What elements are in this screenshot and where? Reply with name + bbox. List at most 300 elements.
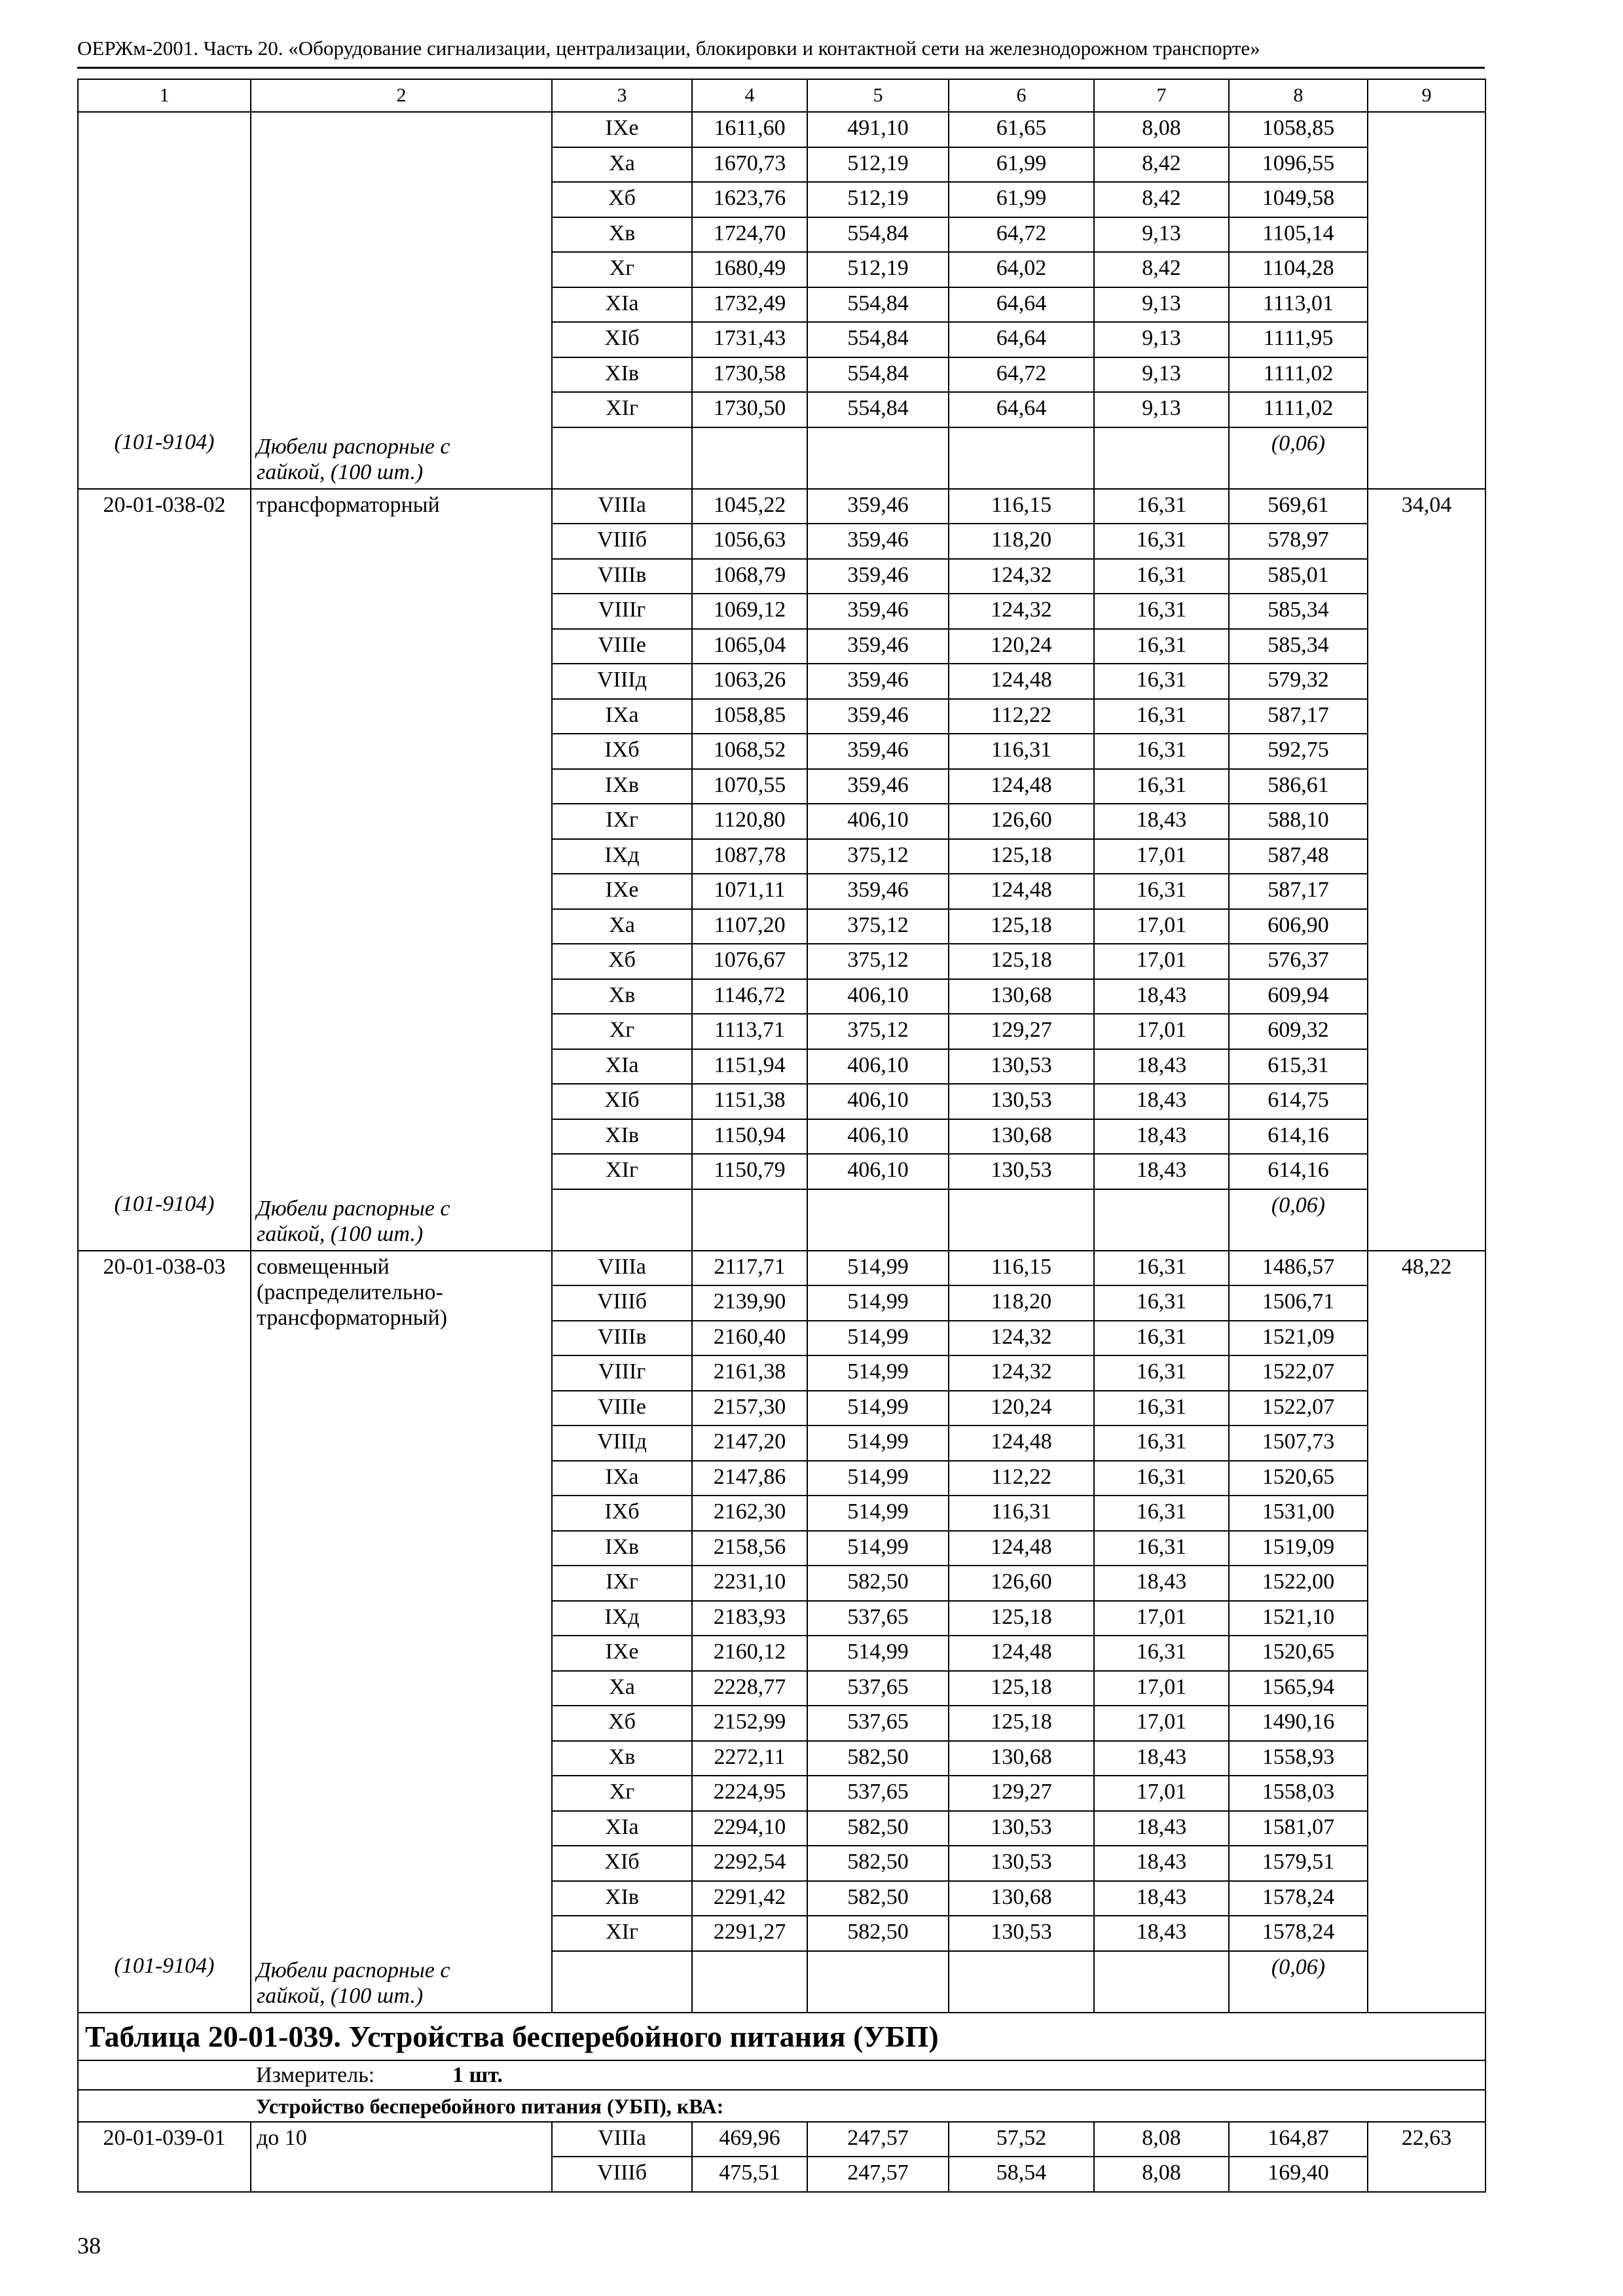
cell-c8: 1049,58 — [1229, 182, 1368, 217]
blank-cell — [807, 427, 949, 489]
table-row — [78, 1251, 1486, 1286]
cell-c6: 130,68 — [949, 1119, 1094, 1155]
cell-c5: 359,46 — [807, 629, 949, 664]
cell-c7: 17,01 — [1094, 839, 1229, 874]
rate-code-cell — [78, 489, 251, 1251]
cell-c3: VIIIе — [552, 629, 692, 664]
cell-c8: 1486,57 — [1229, 1251, 1368, 1286]
cell-c8: 164,87 — [1229, 2122, 1368, 2157]
cell-c8: 609,32 — [1229, 1014, 1368, 1049]
cell-c6: 124,48 — [949, 1426, 1094, 1461]
cell-c7: 16,31 — [1094, 1461, 1229, 1496]
cell-c4: 2272,11 — [692, 1741, 807, 1776]
cell-c7: 16,31 — [1094, 1321, 1229, 1356]
cell-c8: 587,17 — [1229, 699, 1368, 734]
cell-c4: 1150,94 — [692, 1119, 807, 1155]
rate-code: 20-01-038-02 — [103, 492, 226, 517]
cell-c8: 1522,00 — [1229, 1566, 1368, 1601]
cell-c8: 1521,09 — [1229, 1321, 1368, 1356]
cell-c6: 130,53 — [949, 1846, 1094, 1881]
cell-c4: 2224,95 — [692, 1776, 807, 1811]
cell-c7: 16,31 — [1094, 594, 1229, 629]
meter-row — [78, 2060, 1486, 2090]
table-title-row — [78, 2013, 1486, 2060]
cell-c7: 18,43 — [1094, 1881, 1229, 1916]
cell-c5: 406,10 — [807, 1049, 949, 1085]
dowel-value: (0,06) — [1271, 1193, 1326, 1217]
cell-c6: 125,18 — [949, 1601, 1094, 1636]
cell-c8: 586,61 — [1229, 769, 1368, 804]
dowel-code: (101-9104) — [114, 1954, 215, 1979]
cell-c8: 592,75 — [1229, 734, 1368, 769]
cell-c3: Xг — [552, 1776, 692, 1811]
cell-c8: 1111,02 — [1229, 392, 1368, 427]
cell-c3: XIв — [552, 1119, 692, 1155]
rate-name-cell — [251, 112, 552, 489]
cell-c5: 514,99 — [807, 1531, 949, 1566]
cell-c4: 2294,10 — [692, 1811, 807, 1846]
cell-c6: 124,48 — [949, 1636, 1094, 1671]
cell-c5: 359,46 — [807, 874, 949, 909]
cell-c4: 2231,10 — [692, 1566, 807, 1601]
table-row — [78, 489, 1486, 524]
cell-c5: 582,50 — [807, 1741, 949, 1776]
cell-c6: 124,48 — [949, 874, 1094, 909]
cell-c5: 247,57 — [807, 2122, 949, 2157]
cell-c7: 9,13 — [1094, 287, 1229, 323]
cell-c4: 2157,30 — [692, 1391, 807, 1426]
subheading-blank — [78, 2090, 251, 2122]
cell-c6: 116,31 — [949, 1496, 1094, 1531]
cell-c5: 375,12 — [807, 1014, 949, 1049]
cell-c6: 120,24 — [949, 1391, 1094, 1426]
cell-c4: 1730,58 — [692, 357, 807, 393]
cell-c4: 1680,49 — [692, 252, 807, 287]
cell-c3: Xб — [552, 944, 692, 979]
cell-c7: 16,31 — [1094, 769, 1229, 804]
cell-c7: 17,01 — [1094, 944, 1229, 979]
cell-c3: VIIIб — [552, 524, 692, 559]
blank-cell — [949, 427, 1094, 489]
cell-c6: 116,31 — [949, 734, 1094, 769]
blank-cell — [552, 1951, 692, 2013]
blank-cell — [949, 1189, 1094, 1251]
cell-c3: Xг — [552, 1014, 692, 1049]
cell-c6: 130,53 — [949, 1916, 1094, 1951]
column-number-row — [78, 79, 1486, 112]
cell-c5: 582,50 — [807, 1881, 949, 1916]
cell-c8: 585,34 — [1229, 594, 1368, 629]
blank-cell — [1094, 427, 1229, 489]
cell-c8: 587,48 — [1229, 839, 1368, 874]
cell-c3: Xг — [552, 252, 692, 287]
cell-c5: 514,99 — [807, 1285, 949, 1321]
cell-c7: 16,31 — [1094, 734, 1229, 769]
cell-c5: 359,46 — [807, 699, 949, 734]
cell-c4: 1045,22 — [692, 489, 807, 524]
cell-c4: 1724,70 — [692, 217, 807, 253]
cell-c4: 2117,71 — [692, 1251, 807, 1286]
cell-c5: 582,50 — [807, 1811, 949, 1846]
cell-c3: VIIIв — [552, 1321, 692, 1356]
cell-c3: IXв — [552, 769, 692, 804]
cell-c6: 126,60 — [949, 1566, 1094, 1601]
cell-c6: 64,72 — [949, 357, 1094, 393]
cell-c6: 112,22 — [949, 1461, 1094, 1496]
cell-c4: 1732,49 — [692, 287, 807, 323]
cell-c7: 18,43 — [1094, 1916, 1229, 1951]
cell-c4: 1151,38 — [692, 1084, 807, 1119]
cell-c4: 1087,78 — [692, 839, 807, 874]
cell-c3: XIа — [552, 287, 692, 323]
cell-c8: 1579,51 — [1229, 1846, 1368, 1881]
cell-c4: 1068,52 — [692, 734, 807, 769]
cell-c3: XIа — [552, 1811, 692, 1846]
cell-c6: 125,18 — [949, 909, 1094, 944]
cell-c3: Xб — [552, 182, 692, 217]
cell-c4: 1670,73 — [692, 147, 807, 183]
cell-c3: IXа — [552, 1461, 692, 1496]
cell-c6: 64,64 — [949, 392, 1094, 427]
cell-c5: 359,46 — [807, 524, 949, 559]
cell-c3: Xв — [552, 1741, 692, 1776]
cell-c8: 587,17 — [1229, 874, 1368, 909]
cell-c8: 1565,94 — [1229, 1671, 1368, 1706]
cell-c7: 18,43 — [1094, 1049, 1229, 1085]
cell-c6: 64,72 — [949, 217, 1094, 253]
cell-c3: IXд — [552, 839, 692, 874]
column-number: 3 — [552, 79, 692, 112]
column-number: 4 — [692, 79, 807, 112]
cell-c7: 16,31 — [1094, 874, 1229, 909]
cell-c4: 1069,12 — [692, 594, 807, 629]
cell-c3: VIIIе — [552, 1391, 692, 1426]
cell-c8: 1520,65 — [1229, 1636, 1368, 1671]
cell-c3: XIб — [552, 1084, 692, 1119]
dowel-code: (101-9104) — [114, 1192, 215, 1217]
cell-c4: 1056,63 — [692, 524, 807, 559]
cell-c7: 16,31 — [1094, 559, 1229, 594]
cell-c3: IXб — [552, 1496, 692, 1531]
cell-c7: 18,43 — [1094, 1119, 1229, 1155]
dowel-name: Дюбели распорные с гайкой, (100 шт.) — [257, 1196, 450, 1247]
cell-c6: 129,27 — [949, 1014, 1094, 1049]
cell-c7: 9,13 — [1094, 217, 1229, 253]
blank-cell — [692, 1189, 807, 1251]
cell-c3: VIIIа — [552, 489, 692, 524]
cell-c8: 614,16 — [1229, 1154, 1368, 1189]
cell-c7: 16,31 — [1094, 664, 1229, 699]
cell-c4: 1113,71 — [692, 1014, 807, 1049]
cell-c3: VIIIд — [552, 1426, 692, 1461]
cell-c8: 1558,93 — [1229, 1741, 1368, 1776]
cell-c5: 359,46 — [807, 734, 949, 769]
cell-c8: 1096,55 — [1229, 147, 1368, 183]
cell-c6: 125,18 — [949, 1671, 1094, 1706]
dowel-value-cell — [1229, 1189, 1368, 1251]
cell-c5: 359,46 — [807, 594, 949, 629]
cell-c7: 8,42 — [1094, 252, 1229, 287]
cell-c4: 1065,04 — [692, 629, 807, 664]
cell-c5: 359,46 — [807, 664, 949, 699]
cell-c5: 359,46 — [807, 769, 949, 804]
blank-cell — [1094, 1951, 1229, 2013]
cell-c7: 16,31 — [1094, 1426, 1229, 1461]
header-rule — [77, 67, 1485, 69]
table-row — [78, 2122, 1486, 2157]
cell-c7: 16,31 — [1094, 629, 1229, 664]
cell-c7: 16,31 — [1094, 1355, 1229, 1391]
cell-c6: 129,27 — [949, 1776, 1094, 1811]
cell-c3: IXв — [552, 1531, 692, 1566]
cell-c4: 2162,30 — [692, 1496, 807, 1531]
rate-weight — [1368, 112, 1486, 489]
cell-c5: 491,10 — [807, 112, 949, 147]
cell-c4: 2147,20 — [692, 1426, 807, 1461]
cell-c5: 554,84 — [807, 357, 949, 393]
cell-c3: XIб — [552, 322, 692, 357]
dowel-value: (0,06) — [1271, 431, 1326, 456]
cell-c4: 1611,60 — [692, 112, 807, 147]
cell-c3: VIIIг — [552, 594, 692, 629]
blank-cell — [949, 1951, 1094, 2013]
cell-c5: 582,50 — [807, 1916, 949, 1951]
cell-c8: 1520,65 — [1229, 1461, 1368, 1496]
cell-c6: 116,15 — [949, 1251, 1094, 1286]
cell-c5: 406,10 — [807, 979, 949, 1014]
cell-c7: 17,01 — [1094, 1776, 1229, 1811]
cell-c4: 469,96 — [692, 2122, 807, 2157]
cell-c3: XIг — [552, 1916, 692, 1951]
cell-c4: 1730,50 — [692, 392, 807, 427]
cell-c7: 18,43 — [1094, 1811, 1229, 1846]
column-number: 1 — [78, 79, 251, 112]
cell-c6: 116,15 — [949, 489, 1094, 524]
cell-c6: 58,54 — [949, 2157, 1094, 2192]
column-number: 5 — [807, 79, 949, 112]
cell-c7: 18,43 — [1094, 1741, 1229, 1776]
cell-c6: 125,18 — [949, 1706, 1094, 1741]
cell-c7: 17,01 — [1094, 1014, 1229, 1049]
cell-c4: 2161,38 — [692, 1355, 807, 1391]
cell-c7: 18,43 — [1094, 979, 1229, 1014]
cell-c7: 18,43 — [1094, 804, 1229, 839]
column-number: 2 — [251, 79, 552, 112]
cell-c7: 16,31 — [1094, 1285, 1229, 1321]
cell-c4: 1070,55 — [692, 769, 807, 804]
cell-c4: 2160,12 — [692, 1636, 807, 1671]
cell-c3: Xв — [552, 979, 692, 1014]
cell-c6: 112,22 — [949, 699, 1094, 734]
cell-c4: 2183,93 — [692, 1601, 807, 1636]
cell-c3: XIг — [552, 392, 692, 427]
cell-c8: 606,90 — [1229, 909, 1368, 944]
cell-c8: 1519,09 — [1229, 1531, 1368, 1566]
cell-c3: VIIIб — [552, 2157, 692, 2192]
cell-c5: 247,57 — [807, 2157, 949, 2192]
cell-c3: IXб — [552, 734, 692, 769]
cell-c5: 375,12 — [807, 944, 949, 979]
cell-c7: 18,43 — [1094, 1154, 1229, 1189]
cell-c6: 64,02 — [949, 252, 1094, 287]
column-number: 8 — [1229, 79, 1368, 112]
cell-c7: 17,01 — [1094, 1671, 1229, 1706]
rate-weight: 48,22 — [1368, 1251, 1486, 2013]
blank-cell — [807, 1189, 949, 1251]
cell-c6: 124,32 — [949, 1355, 1094, 1391]
cell-c4: 2291,42 — [692, 1881, 807, 1916]
cell-c3: IXг — [552, 804, 692, 839]
cell-c5: 359,46 — [807, 559, 949, 594]
cell-c6: 125,18 — [949, 944, 1094, 979]
subheading-row — [78, 2090, 1486, 2122]
cell-c8: 1558,03 — [1229, 1776, 1368, 1811]
cell-c4: 2160,40 — [692, 1321, 807, 1356]
cell-c7: 8,08 — [1094, 2122, 1229, 2157]
cell-c3: IXг — [552, 1566, 692, 1601]
dowel-value: (0,06) — [1271, 1954, 1326, 1979]
cell-c5: 375,12 — [807, 839, 949, 874]
cell-c3: IXа — [552, 699, 692, 734]
cell-c6: 130,53 — [949, 1154, 1094, 1189]
dowel-code: (101-9104) — [114, 430, 215, 455]
column-number: 9 — [1368, 79, 1486, 112]
cell-c5: 537,65 — [807, 1601, 949, 1636]
cell-c5: 359,46 — [807, 489, 949, 524]
cell-c3: VIIIд — [552, 664, 692, 699]
cell-c8: 585,01 — [1229, 559, 1368, 594]
rate-code: 20-01-039-01 — [78, 2122, 251, 2192]
cell-c6: 64,64 — [949, 287, 1094, 323]
cell-c6: 118,20 — [949, 524, 1094, 559]
cell-c3: XIг — [552, 1154, 692, 1189]
cell-c8: 576,37 — [1229, 944, 1368, 979]
cell-c8: 1111,95 — [1229, 322, 1368, 357]
cell-c6: 61,65 — [949, 112, 1094, 147]
cell-c8: 1113,01 — [1229, 287, 1368, 323]
cell-c8: 1058,85 — [1229, 112, 1368, 147]
cell-c5: 514,99 — [807, 1355, 949, 1391]
rate-name-cell — [251, 489, 552, 1251]
cell-c6: 57,52 — [949, 2122, 1094, 2157]
cell-c8: 578,97 — [1229, 524, 1368, 559]
column-number: 7 — [1094, 79, 1229, 112]
rate-name: совмещенный (распределительно-трансформаторный) — [257, 1254, 448, 1330]
cell-c8: 1104,28 — [1229, 252, 1368, 287]
cell-c8: 1531,00 — [1229, 1496, 1368, 1531]
cell-c4: 1623,76 — [692, 182, 807, 217]
cell-c8: 1522,07 — [1229, 1391, 1368, 1426]
cell-c3: Xа — [552, 909, 692, 944]
rate-name-cell — [251, 1251, 552, 2013]
cell-c8: 569,61 — [1229, 489, 1368, 524]
cell-c8: 1581,07 — [1229, 1811, 1368, 1846]
cell-c8: 1522,07 — [1229, 1355, 1368, 1391]
table-title: Таблица 20-01-039. Устройства бесперебойного питания (УБП) — [78, 2013, 1486, 2060]
cell-c5: 554,84 — [807, 287, 949, 323]
cell-c8: 615,31 — [1229, 1049, 1368, 1085]
cell-c4: 1068,79 — [692, 559, 807, 594]
blank-cell — [1094, 1189, 1229, 1251]
cell-c4: 1058,85 — [692, 699, 807, 734]
cell-c5: 406,10 — [807, 804, 949, 839]
rate-name: до 10 — [251, 2122, 552, 2192]
cell-c4: 1150,79 — [692, 1154, 807, 1189]
page-number: 38 — [77, 2233, 101, 2259]
cell-c3: IXе — [552, 1636, 692, 1671]
cell-c8: 1578,24 — [1229, 1881, 1368, 1916]
cell-c5: 537,65 — [807, 1671, 949, 1706]
cell-c7: 16,31 — [1094, 699, 1229, 734]
cell-c7: 8,08 — [1094, 2157, 1229, 2192]
cell-c6: 61,99 — [949, 182, 1094, 217]
cell-c7: 9,13 — [1094, 322, 1229, 357]
cell-c5: 512,19 — [807, 182, 949, 217]
cell-c7: 18,43 — [1094, 1084, 1229, 1119]
cell-c4: 2139,90 — [692, 1285, 807, 1321]
cell-c6: 124,48 — [949, 769, 1094, 804]
cell-c3: IXе — [552, 112, 692, 147]
rate-code-cell — [78, 1251, 251, 2013]
cell-c4: 2152,99 — [692, 1706, 807, 1741]
cell-c7: 16,31 — [1094, 1496, 1229, 1531]
cell-c3: XIа — [552, 1049, 692, 1085]
cell-c6: 124,32 — [949, 594, 1094, 629]
cell-c3: IXе — [552, 874, 692, 909]
cell-c8: 1111,02 — [1229, 357, 1368, 393]
cell-c7: 16,31 — [1094, 1251, 1229, 1286]
cell-c6: 61,99 — [949, 147, 1094, 183]
cell-c6: 124,32 — [949, 559, 1094, 594]
cell-c6: 124,48 — [949, 1531, 1094, 1566]
cell-c4: 1071,11 — [692, 874, 807, 909]
cell-c6: 118,20 — [949, 1285, 1094, 1321]
cell-c7: 9,13 — [1094, 357, 1229, 393]
cell-c5: 514,99 — [807, 1391, 949, 1426]
cell-c5: 554,84 — [807, 217, 949, 253]
cell-c8: 1521,10 — [1229, 1601, 1368, 1636]
cell-c8: 1507,73 — [1229, 1426, 1368, 1461]
cell-c6: 130,68 — [949, 1741, 1094, 1776]
cell-c4: 1120,80 — [692, 804, 807, 839]
blank-cell — [692, 427, 807, 489]
cell-c5: 554,84 — [807, 392, 949, 427]
cell-c7: 16,31 — [1094, 1636, 1229, 1671]
cell-c7: 8,42 — [1094, 182, 1229, 217]
cell-c7: 16,31 — [1094, 1391, 1229, 1426]
cell-c3: VIIIа — [552, 2122, 692, 2157]
cell-c3: VIIIа — [552, 1251, 692, 1286]
cell-c4: 2158,56 — [692, 1531, 807, 1566]
cell-c5: 514,99 — [807, 1321, 949, 1356]
cell-c3: Xа — [552, 1671, 692, 1706]
cell-c3: VIIIб — [552, 1285, 692, 1321]
cell-c7: 16,31 — [1094, 524, 1229, 559]
blank-cell — [692, 1951, 807, 2013]
page-header: ОЕРЖм-2001. Часть 20. «Оборудование сигнализации, централизации, блокировки и контактной сети на железнодорожном транспорте» — [77, 37, 1260, 60]
cell-c5: 514,99 — [807, 1496, 949, 1531]
cell-c3: VIIIг — [552, 1355, 692, 1391]
cell-c6: 130,53 — [949, 1811, 1094, 1846]
cell-c7: 16,31 — [1094, 489, 1229, 524]
cell-c4: 2291,27 — [692, 1916, 807, 1951]
cell-c8: 585,34 — [1229, 629, 1368, 664]
blank-cell — [807, 1951, 949, 2013]
rate-name: трансформаторный — [257, 492, 440, 517]
cell-c5: 582,50 — [807, 1846, 949, 1881]
cell-c5: 406,10 — [807, 1119, 949, 1155]
cell-c5: 512,19 — [807, 252, 949, 287]
